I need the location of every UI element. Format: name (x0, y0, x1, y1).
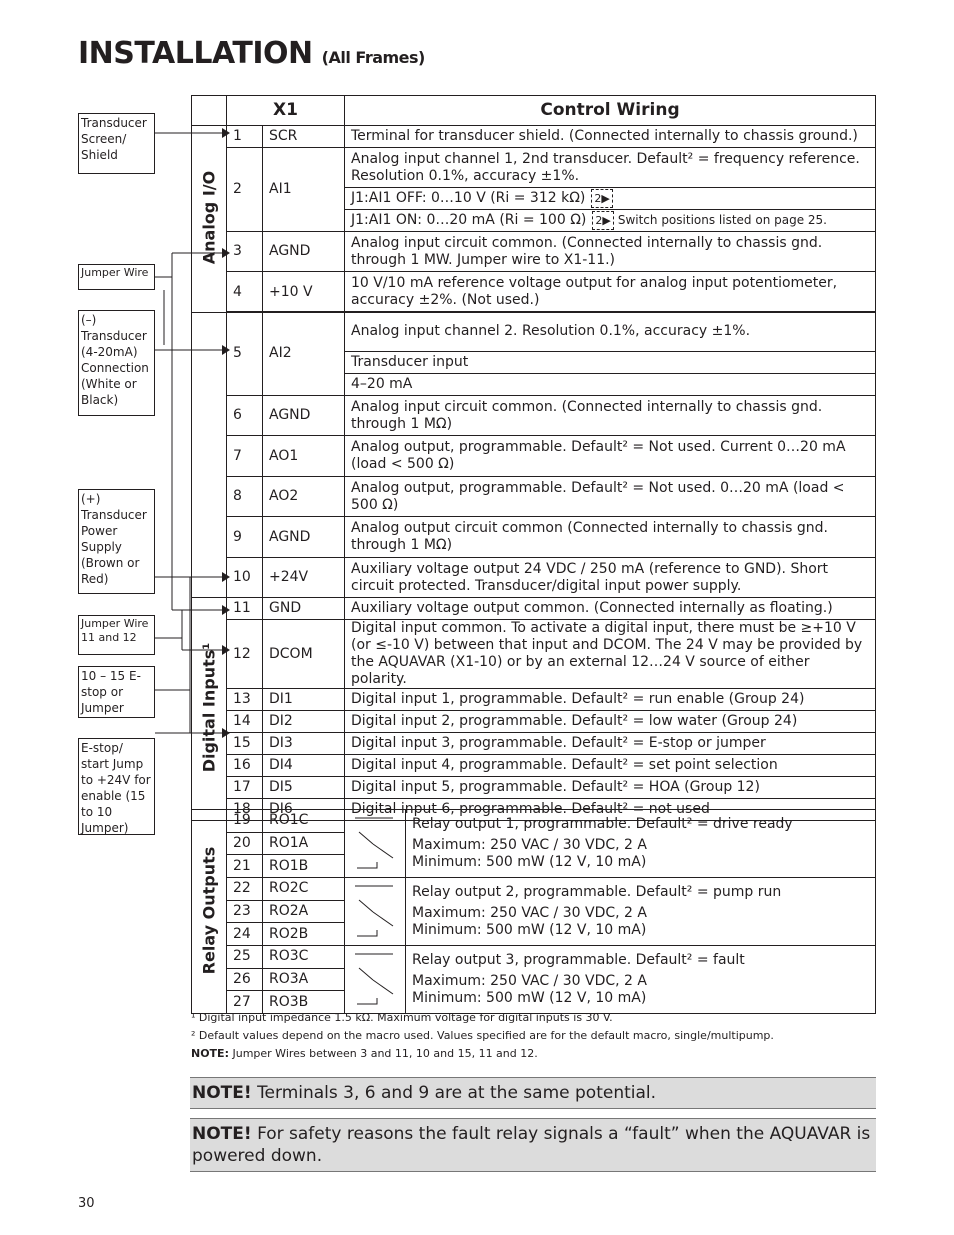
terminal-number: 7 (227, 436, 263, 477)
terminal-number: 21 (227, 855, 263, 878)
terminal-number: 11 (227, 598, 263, 620)
terminal-signal: DCOM (263, 620, 345, 689)
terminal-description: Analog input channel 2. Resolution 0.1%, accuracy ±1%. (345, 312, 876, 352)
terminal-signal: +24V (263, 558, 345, 598)
note-box-1 (190, 1077, 876, 1109)
terminal-signal: AGND (263, 232, 345, 272)
note-box-2 (190, 1118, 876, 1172)
terminal-number: 24 (227, 923, 263, 946)
terminal-number: 16 (227, 755, 263, 777)
terminal-signal: AO1 (263, 436, 345, 477)
terminal-signal: AI1 (263, 148, 345, 232)
terminal-number: 12 (227, 620, 263, 689)
terminal-description: Analog input circuit common. (Connected internally to chassis gnd. through 1 MW. Jumper wire to X1-11.) (345, 232, 876, 272)
note-text: For safety reasons the fault relay signals a “fault” when the AQUAVAR is powered down. (192, 1124, 871, 1166)
terminal-number: 8 (227, 477, 263, 517)
terminal-description: Digital input 6, programmable. Default² = not used (345, 799, 876, 821)
label-estop-jumper: 10 – 15 E-stop or Jumper (78, 666, 155, 718)
header-control: Control Wiring (345, 96, 876, 126)
header-x1: X1 (227, 96, 345, 126)
terminal-number: 27 (227, 991, 263, 1014)
label-estop-start: E-stop/ start Jump to +24V for enable (15 to 10 Jumper) (78, 738, 155, 835)
ai2-sub1: Transducer input (345, 352, 876, 374)
terminal-signal: SCR (263, 126, 345, 148)
terminal-number: 6 (227, 396, 263, 436)
terminal-number: 3 (227, 232, 263, 272)
note-label: NOTE! (192, 1083, 252, 1103)
terminal-signal: RO3A (263, 968, 345, 991)
label-jumper-wire: Jumper Wire (78, 264, 155, 290)
terminal-number: 18 (227, 799, 263, 821)
title-sub: (All Frames) (321, 48, 425, 67)
terminal-signal: GND (263, 598, 345, 620)
label-transducer-negative: (–) Transducer (4-20mA) Connection (White or Black) (78, 310, 155, 416)
terminal-description: Analog output circuit common (Connected internally to chassis gnd. through 1 MΩ) (345, 517, 876, 558)
terminal-number: 26 (227, 968, 263, 991)
terminal-number: 10 (227, 558, 263, 598)
terminal-number: 25 (227, 946, 263, 969)
terminal-number: 5 (227, 312, 263, 396)
terminal-signal: DI3 (263, 733, 345, 755)
terminal-number: 23 (227, 900, 263, 923)
ai1-on-setting: J1:AI1 ON: 0…20 mA (Ri = 100 Ω) 2▶ Switch positions listed on page 25. (345, 210, 876, 232)
terminal-description: Digital input 4, programmable. Default² = set point selection (345, 755, 876, 777)
terminal-description: Analog input channel 1, 2nd transducer. Default² = frequency reference. Resolution 0.1%, accuracy ±1%. (345, 148, 876, 188)
group-digital: Digital Inputs¹ (192, 598, 227, 821)
footnote-2: ² Default values depend on the macro used. Values specified are for the default macro, single/multipump. (191, 1029, 774, 1042)
terminal-number: 19 (227, 810, 263, 833)
terminal-signal: RO2C (263, 878, 345, 901)
terminal-description: Digital input 1, programmable. Default² = run enable (Group 24) (345, 689, 876, 711)
terminal-description: Analog output, programmable. Default² = Not used. Current 0…20 mA (load < 500 Ω) (345, 436, 876, 477)
terminal-signal: DI4 (263, 755, 345, 777)
footnote-1: ¹ Digital input impedance 1.5 kΩ. Maximum voltage for digital inputs is 30 V. (191, 1011, 613, 1024)
terminal-number: 1 (227, 126, 263, 148)
terminal-description: 10 V/10 mA reference voltage output for analog input potentiometer, accuracy ±2%. (Not used.) (345, 272, 876, 313)
terminal-signal: RO1C (263, 810, 345, 833)
switch-icon: 2▶ (591, 189, 612, 208)
terminal-description: Terminal for transducer shield. (Connected internally to chassis ground.) (345, 126, 876, 148)
terminal-signal: RO3C (263, 946, 345, 969)
terminal-signal: RO1A (263, 832, 345, 855)
terminal-description: Digital input common. To activate a digital input, there must be ≥+10 V (or ≤-10 V) between that input and DCOM. The 24 V may be provided by the AQUAVAR (X1-10) or by an external 12…24 V source of either polarity. (345, 620, 876, 689)
terminal-signal: AGND (263, 517, 345, 558)
terminal-number: 9 (227, 517, 263, 558)
group-relay: Relay Outputs (192, 810, 227, 1014)
group-analog: Analog I/O (192, 126, 227, 313)
terminal-signal: RO2A (263, 900, 345, 923)
terminal-description: Digital input 5, programmable. Default² = HOA (Group 12) (345, 777, 876, 799)
terminal-description: Auxiliary voltage output 24 VDC / 250 mA (reference to GND). Short circuit protected. Transducer/digital input power supply. (345, 558, 876, 598)
terminal-number: 22 (227, 878, 263, 901)
terminal-signal: DI1 (263, 689, 345, 711)
note-label: NOTE! (192, 1124, 252, 1144)
label-transducer-shield: Transducer Screen/ Shield (78, 113, 155, 174)
terminal-signal: DI6 (263, 799, 345, 821)
terminal-description: Analog input circuit common. (Connected internally to chassis gnd. through 1 MΩ) (345, 396, 876, 436)
terminal-number: 2 (227, 148, 263, 232)
note-text: Terminals 3, 6 and 9 are at the same potential. (257, 1083, 657, 1103)
terminal-signal: DI2 (263, 711, 345, 733)
terminal-signal: AO2 (263, 477, 345, 517)
page-number: 30 (78, 1196, 95, 1211)
ai1-off-setting: J1:AI1 OFF: 0…10 V (Ri = 312 kΩ) 2▶ (345, 188, 876, 210)
terminal-number: 4 (227, 272, 263, 313)
relay-description: Relay output 3, programmable. Default² = fault Maximum: 250 VAC / 30 VDC, 2 A Minimum: 500 mW (12 V, 10 mA) (406, 946, 876, 1014)
relay-description: Relay output 1, programmable. Default² = drive ready Maximum: 250 VAC / 30 VDC, 2 A Minimum: 500 mW (12 V, 10 mA) (406, 810, 876, 878)
terminal-signal: AGND (263, 396, 345, 436)
label-transducer-positive: (+) Transducer Power Supply (Brown or Red) (78, 489, 155, 594)
ai2-sub2: 4–20 mA (345, 374, 876, 396)
terminal-number: 13 (227, 689, 263, 711)
switch-icon: 2▶ (592, 211, 613, 230)
terminal-signal: +10 V (263, 272, 345, 313)
terminal-signal: DI5 (263, 777, 345, 799)
terminal-description: Digital input 3, programmable. Default² = E-stop or jumper (345, 733, 876, 755)
terminal-number: 20 (227, 832, 263, 855)
terminal-description: Digital input 2, programmable. Default² = low water (Group 24) (345, 711, 876, 733)
terminal-signal: RO1B (263, 855, 345, 878)
relay-description: Relay output 2, programmable. Default² = pump run Maximum: 250 VAC / 30 VDC, 2 A Minimum: 500 mW (12 V, 10 mA) (406, 878, 876, 946)
footnotes (191, 1009, 774, 1063)
terminal-number: 17 (227, 777, 263, 799)
terminal-signal: RO3B (263, 991, 345, 1014)
label-jumper-11-12: Jumper Wire 11 and 12 (78, 615, 155, 655)
terminal-description: Analog output, programmable. Default² = Not used. 0…20 mA (load < 500 Ω) (345, 477, 876, 517)
terminal-signal: RO2B (263, 923, 345, 946)
title-main: INSTALLATION (78, 36, 313, 71)
terminal-number: 14 (227, 711, 263, 733)
terminal-number: 15 (227, 733, 263, 755)
footnote-note: NOTE: Jumper Wires between 3 and 11, 10 and 15, 11 and 12. (191, 1047, 538, 1060)
terminal-description: Auxiliary voltage output common. (Connected internally as floating.) (345, 598, 876, 620)
terminal-signal: AI2 (263, 312, 345, 396)
